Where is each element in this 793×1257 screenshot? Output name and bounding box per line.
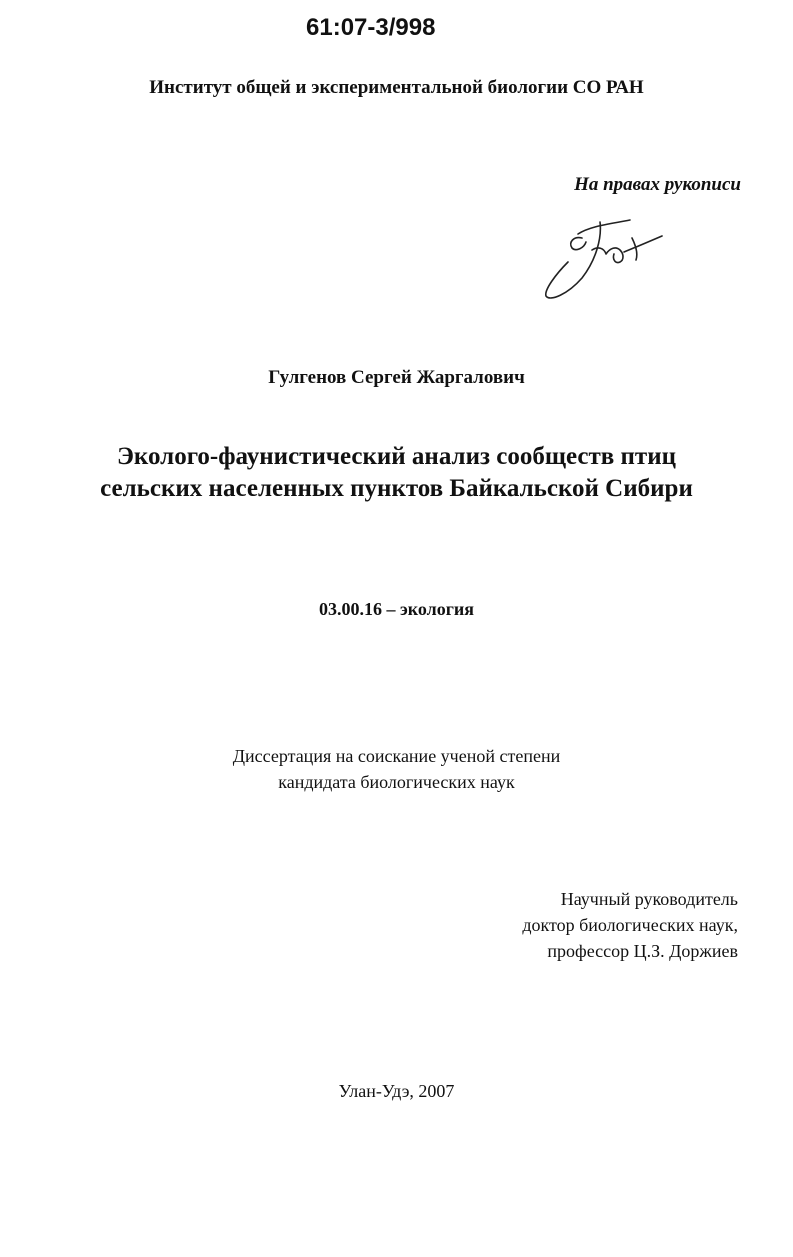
institute-name: Институт общей и экспериментальной биологии СО РАН <box>149 77 644 98</box>
rights-note: На правах рукописи <box>574 174 741 195</box>
supervisor-line-2: доктор биологических наук, <box>522 915 738 935</box>
title-line-1: Эколого-фаунистический анализ сообществ птиц <box>116 443 677 470</box>
signature-icon <box>538 208 678 304</box>
city-year: Улан-Удэ, 2007 <box>338 1081 455 1101</box>
degree-line-2: кандидата биологических наук <box>278 772 515 792</box>
author-name: Гулгенов Сергей Жаргалович <box>268 367 525 388</box>
supervisor-block <box>522 886 738 964</box>
catalog-stamp: 61:07-3/998 <box>306 14 436 41</box>
title-line-2: сельских населенных пунктов Байкальской Сибири <box>100 475 693 502</box>
supervisor-line-3: профессор Ц.З. Доржиев <box>547 941 738 961</box>
specialty-code: 03.00.16 – экология <box>318 599 475 619</box>
degree-line-1: Диссертация на соискание ученой степени <box>232 746 561 766</box>
degree-statement <box>0 743 793 795</box>
supervisor-line-1: Научный руководитель <box>560 889 738 909</box>
dissertation-title <box>0 441 793 505</box>
